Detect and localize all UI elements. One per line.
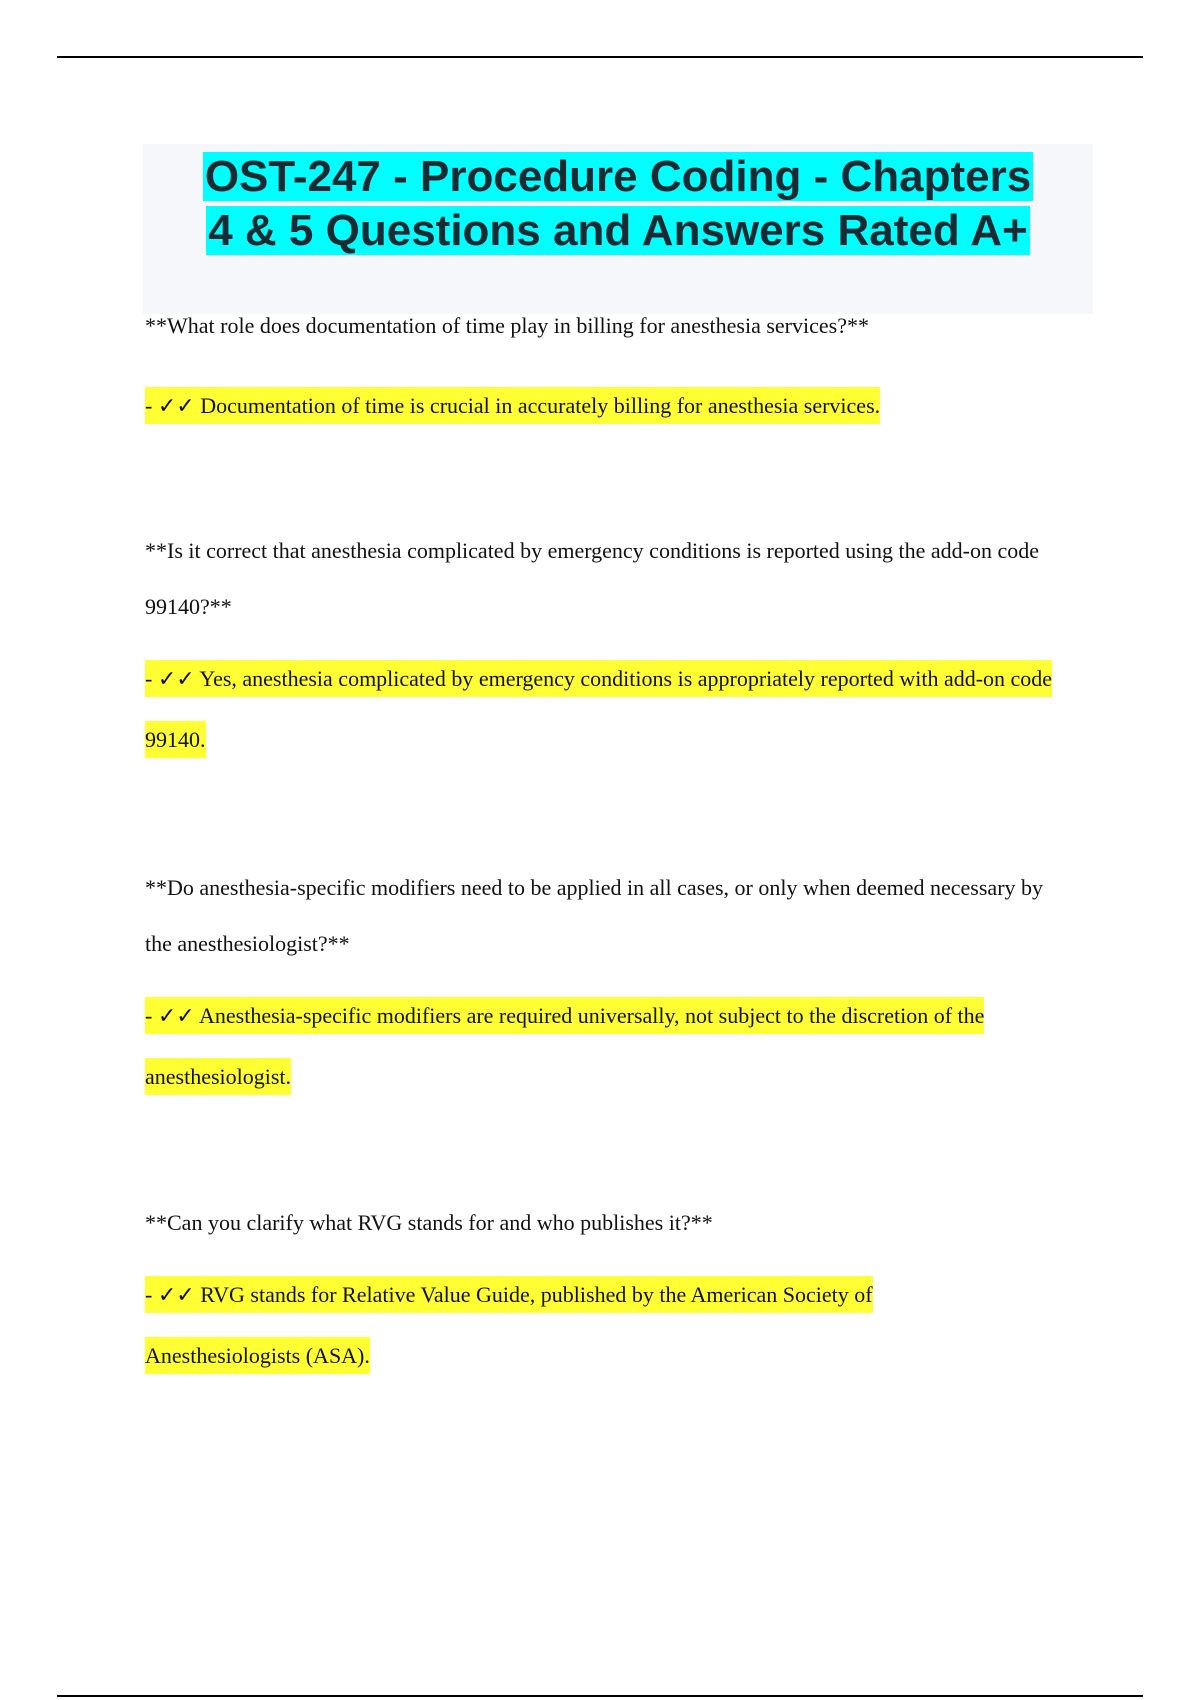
qa-item-1 xyxy=(145,298,1075,437)
answer-text: Yes, anesthesia complicated by emergency conditions is appropriately reported with add-on code 99140. xyxy=(145,666,1053,752)
answer xyxy=(145,1265,965,1386)
answer xyxy=(145,649,1075,770)
double-check-icon: ✓✓ xyxy=(157,1283,195,1308)
question-text: **Do anesthesia-specific modifiers need to be applied in all cases, or only when deemed necessary by the anesthesiologist?** xyxy=(145,875,1044,956)
qa-item-4 xyxy=(145,1195,1075,1386)
double-check-icon: ✓✓ xyxy=(157,394,195,419)
title-block xyxy=(143,144,1093,314)
answer-highlight xyxy=(145,997,984,1095)
answer-prefix: - xyxy=(145,1003,158,1028)
question-text: **Is it correct that anesthesia complicated by emergency conditions is reported using the add-on code 99140?** xyxy=(145,538,1039,619)
answer-highlight xyxy=(145,387,880,424)
qa-item-3 xyxy=(145,860,1075,1107)
title-line-2: 4 & 5 Questions and Answers Rated A+ xyxy=(208,206,1028,255)
answer-text: Anesthesia-specific modifiers are required universally, not subject to the discretion of the anesthesiologist. xyxy=(145,1003,985,1089)
answer-highlight xyxy=(145,1276,873,1374)
answer-prefix: - xyxy=(145,1282,158,1307)
answer-prefix: - xyxy=(145,393,158,418)
double-check-icon: ✓✓ xyxy=(157,1004,195,1029)
answer-text: Documentation of time is crucial in accurately billing for anesthesia services. xyxy=(194,393,881,418)
answer-prefix: - xyxy=(145,666,158,691)
question-text: **Can you clarify what RVG stands for and who publishes it?** xyxy=(145,1210,713,1235)
top-rule xyxy=(57,56,1143,58)
question-text: **What role does documentation of time play in billing for anesthesia services?** xyxy=(145,313,869,338)
title-line-1: OST-247 - Procedure Coding - Chapters xyxy=(204,152,1032,201)
double-check-icon: ✓✓ xyxy=(157,667,195,692)
answer-text: RVG stands for Relative Value Guide, published by the American Society of Anesthesiologists (ASA). xyxy=(145,1282,873,1368)
document-title xyxy=(163,150,1073,258)
answer xyxy=(145,376,1075,437)
answer-highlight xyxy=(145,660,1052,758)
qa-item-2 xyxy=(145,523,1075,770)
answer xyxy=(145,986,1075,1107)
bottom-rule xyxy=(57,1695,1143,1697)
